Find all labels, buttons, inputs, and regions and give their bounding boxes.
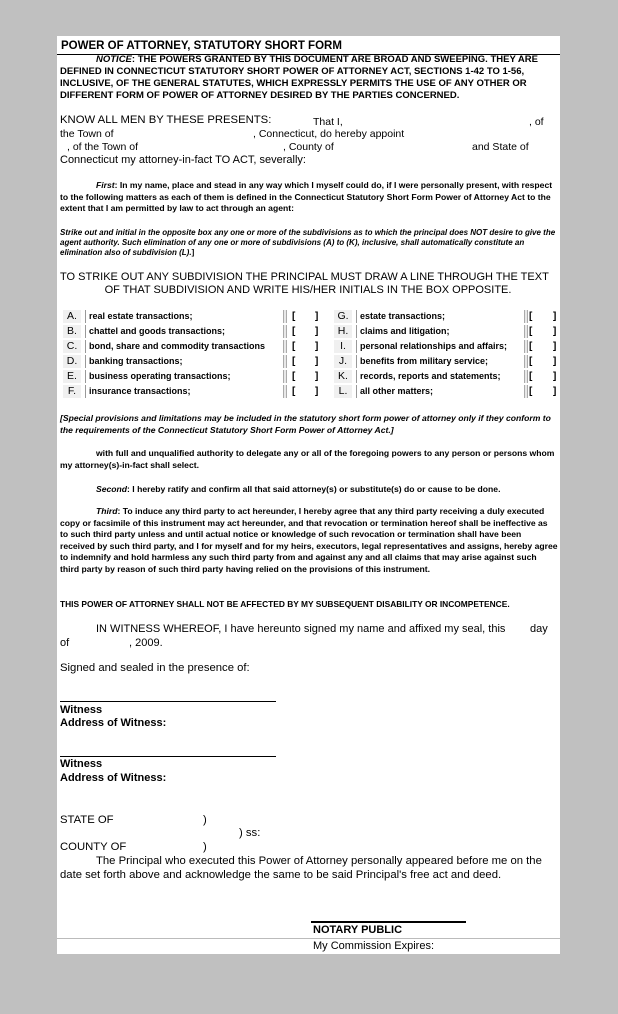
strike-heading-line2: OF THAT SUBDIVISION AND WRITE HIS/HER INITIALS IN THE BOX OPPOSITE.: [104, 284, 512, 296]
power-separator: [283, 385, 287, 398]
second-label: Second: [96, 484, 128, 494]
power-separator: [524, 385, 528, 398]
signed-sealed: Signed and sealed in the presence of:: [60, 662, 250, 674]
disability-clause: THIS POWER OF ATTORNEY SHALL NOT BE AFFECTED BY MY SUBSEQUENT DISABILITY OR INCOMPETENCE.: [60, 599, 510, 609]
witness-clause-text: IN WITNESS WHEREOF, I have hereunto signed my name and affixed my seal, this: [96, 623, 506, 635]
power-letter-text: D.: [66, 355, 78, 367]
power-letter-text: A.: [67, 310, 77, 322]
power-letter: [63, 370, 81, 383]
know-of: , of: [529, 116, 544, 128]
venue-ss: ) ss:: [239, 827, 261, 839]
initial-box-close[interactable]: ]: [553, 371, 557, 382]
power-letter: [334, 310, 352, 323]
initial-box-open[interactable]: [: [529, 341, 533, 352]
power-separator: [524, 340, 528, 353]
power-letter: [63, 355, 81, 368]
power-letter: [334, 325, 352, 338]
notice-text: : THE POWERS GRANTED BY THIS DOCUMENT ARE BROAD AND SWEEPING. THEY ARE DEFINED IN CONNECTICUT STATUTORY SHORT POWER OF ATTORNEY ACT, SECTIONS 1-42 TO 1-56, INCLUSIVE, OF THE GENERAL STATUTES, WHICH EXPRESSLY PERMITS THE USE OF ANY OTHER OR DIFFERENT FORM OF POWER OF ATTORNEY DESIRED BY THE PARTIES CONCERNED.: [60, 54, 538, 101]
power-letter-text: C.: [66, 340, 78, 352]
power-letter-text: H.: [337, 325, 349, 337]
strike-heading: [60, 271, 556, 297]
strike-heading-line1: TO STRIKE OUT ANY SUBDIVISION THE PRINCIPAL MUST DRAW A LINE THROUGH THE TEXT: [60, 271, 549, 283]
strike-note: [60, 228, 558, 258]
powers-row: [57, 385, 560, 399]
power-item-i: personal relationships and affairs;: [356, 340, 524, 353]
witness1-label: Witness: [60, 704, 103, 716]
first-label: First: [96, 180, 115, 190]
power-separator: [524, 370, 528, 383]
power-letter: [334, 340, 352, 353]
initial-box-close[interactable]: ]: [553, 356, 557, 367]
initial-box-close[interactable]: ]: [553, 326, 557, 337]
initial-box-open[interactable]: [: [292, 341, 296, 352]
power-letter-text: I.: [340, 340, 346, 352]
power-letter: [63, 340, 81, 353]
witness-clause-day: day: [530, 623, 548, 635]
venue-paren2: ): [203, 841, 207, 853]
third-label: Third: [96, 506, 118, 516]
power-letter-text: L.: [338, 385, 348, 397]
notary-title: NOTARY PUBLIC: [313, 924, 403, 936]
first-paragraph: [60, 180, 558, 215]
witness-clause-year: , 2009.: [129, 637, 163, 649]
second-text: : I hereby ratify and confirm all that said attorney(s) or substitute(s) do or cause to be done.: [127, 484, 501, 494]
power-item-b: chattel and goods transactions;: [85, 325, 281, 338]
know-heading: KNOW ALL MEN BY THESE PRESENTS:: [60, 114, 272, 126]
power-separator: [283, 355, 287, 368]
power-letter: [334, 370, 352, 383]
power-separator: [283, 340, 287, 353]
witness1-address: Address of Witness:: [60, 717, 167, 729]
initial-box-open[interactable]: [: [292, 326, 296, 337]
notice-paragraph: [60, 54, 558, 102]
initial-box-open[interactable]: [: [529, 311, 533, 322]
initial-box-open[interactable]: [: [529, 371, 533, 382]
know-county-of: , County of: [283, 141, 334, 153]
acknowledgment: The Principal who executed this Power of Attorney personally appeared before me on the date set forth above and acknowledge the same to be said Principal's free act and deed.: [60, 855, 542, 881]
notary-expires: My Commission Expires:: [313, 940, 435, 952]
notice-label: NOTICE: [96, 54, 132, 65]
powers-row: [57, 355, 560, 369]
powers-row: [57, 325, 560, 339]
initial-box-close[interactable]: ]: [315, 356, 319, 367]
power-item-a: real estate transactions;: [85, 310, 281, 323]
power-separator: [283, 325, 287, 338]
know-connecticut: Connecticut my attorney-in-fact TO ACT, severally:: [60, 154, 306, 166]
delegate-paragraph: with full and unqualified authority to delegate any or all of the foregoing powers to any person or persons whom my attorney(s)-in-fact shall select.: [60, 448, 555, 470]
special-provisions: [Special provisions and limitations may be included in the statutory short form power of attorney only if they conform to the requirements of the Connecticut Statutory Short Form Power of Attorney Act.]: [60, 413, 551, 435]
page-title: POWER OF ATTORNEY, STATUTORY SHORT FORM: [61, 40, 342, 52]
initial-box-open[interactable]: [: [529, 386, 533, 397]
power-item-e: business operating transactions;: [85, 370, 281, 383]
power-item-f: insurance transactions;: [85, 385, 281, 398]
know-state-of: and State of: [472, 141, 529, 153]
witness2-label: Witness: [60, 758, 103, 770]
powers-row: [57, 340, 560, 354]
initial-box-close[interactable]: ]: [315, 386, 319, 397]
power-letter-text: F.: [67, 385, 77, 397]
know-of-town: , of the Town of: [67, 141, 139, 153]
notary-divider: [57, 938, 560, 939]
power-letter-text: B.: [67, 325, 77, 337]
power-letter-text: G.: [337, 310, 349, 322]
power-item-c: bond, share and commodity transactions: [85, 340, 281, 353]
witness1-signature-line: [60, 701, 276, 702]
know-town-of: the Town of: [60, 128, 114, 140]
initial-box-close[interactable]: ]: [315, 311, 319, 322]
third-paragraph: [60, 506, 558, 575]
first-text: : In my name, place and stead in any way which I myself could do, if I were personally present, with respect to the following matters as each of them is defined in the Connecticut Statutory Short Form Power of Attorney Act to the extent that I am permitted by law to act through an agent:: [60, 180, 553, 213]
initial-box-open[interactable]: [: [292, 386, 296, 397]
power-letter: [334, 355, 352, 368]
initial-box-close[interactable]: ]: [553, 311, 557, 322]
notary-signature-line: [311, 921, 466, 923]
initial-box-open[interactable]: [: [292, 311, 296, 322]
third-text: : To induce any third party to act hereunder, I hereby agree that any third party receiving a duly executed copy or facsimile of this instrument may act hereunder, and that revocation or termination hereof shall be ineffective as to such third party unless and until actual notice or knowledge of such revocation or termination shall have been received by such third party, and I for myself and for my heirs, executors, legal representatives and assigns, hereby agree to indemnify and hold harmless any such third party from and against any and all claims that may arise against such third party by reason of such third party having relied on the provisions of this instrument.: [60, 506, 558, 574]
know-that-i: That I,: [313, 116, 343, 128]
power-separator: [283, 310, 287, 323]
strike-note-text: Strike out and initial in the opposite box any one or more of the subdivisions as to which the principal does NOT desire to give the agent authority. Such elimination of any one or more of subdivisions (A) to (K), inclusive, shall automatically constitute an elimination also of subdivision (L).: [60, 228, 556, 257]
know-ct-appoint: , Connecticut, do hereby appoint: [253, 128, 405, 140]
powers-row: [57, 370, 560, 384]
second-paragraph: [60, 484, 558, 496]
witness2-signature-line: [60, 756, 276, 757]
initial-box-close[interactable]: ]: [553, 386, 557, 397]
initial-box-open[interactable]: [: [292, 371, 296, 382]
power-letter: [63, 310, 81, 323]
venue-county: COUNTY OF: [60, 841, 127, 853]
power-separator: [524, 325, 528, 338]
venue-state: STATE OF: [60, 814, 114, 826]
initial-box-open[interactable]: [: [529, 326, 533, 337]
initial-box-open[interactable]: [: [529, 356, 533, 367]
initial-box-close[interactable]: ]: [315, 341, 319, 352]
power-separator: [524, 355, 528, 368]
witness-clause-of: of: [60, 637, 70, 649]
power-item-k: records, reports and statements;: [356, 370, 524, 383]
power-separator: [524, 310, 528, 323]
power-letter-text: E.: [67, 370, 77, 382]
power-item-d: banking transactions;: [85, 355, 281, 368]
power-separator: [283, 370, 287, 383]
initial-box-close[interactable]: ]: [553, 341, 557, 352]
power-item-h: claims and litigation;: [356, 325, 524, 338]
document-page: [57, 36, 560, 954]
venue-paren1: ): [203, 814, 207, 826]
initial-box-close[interactable]: ]: [315, 371, 319, 382]
power-letter: [63, 325, 81, 338]
power-item-g: estate transactions;: [356, 310, 524, 323]
power-item-j: benefits from military service;: [356, 355, 524, 368]
power-letter-text: K.: [338, 370, 348, 382]
power-letter-text: J.: [338, 355, 348, 367]
initial-box-open[interactable]: [: [292, 356, 296, 367]
power-item-l: all other matters;: [356, 385, 524, 398]
power-letter: [63, 385, 81, 398]
initial-box-close[interactable]: ]: [315, 326, 319, 337]
strike-note-end: ]: [191, 248, 195, 257]
power-letter: [334, 385, 352, 398]
powers-row: [57, 310, 560, 324]
witness2-address: Address of Witness:: [60, 772, 167, 784]
